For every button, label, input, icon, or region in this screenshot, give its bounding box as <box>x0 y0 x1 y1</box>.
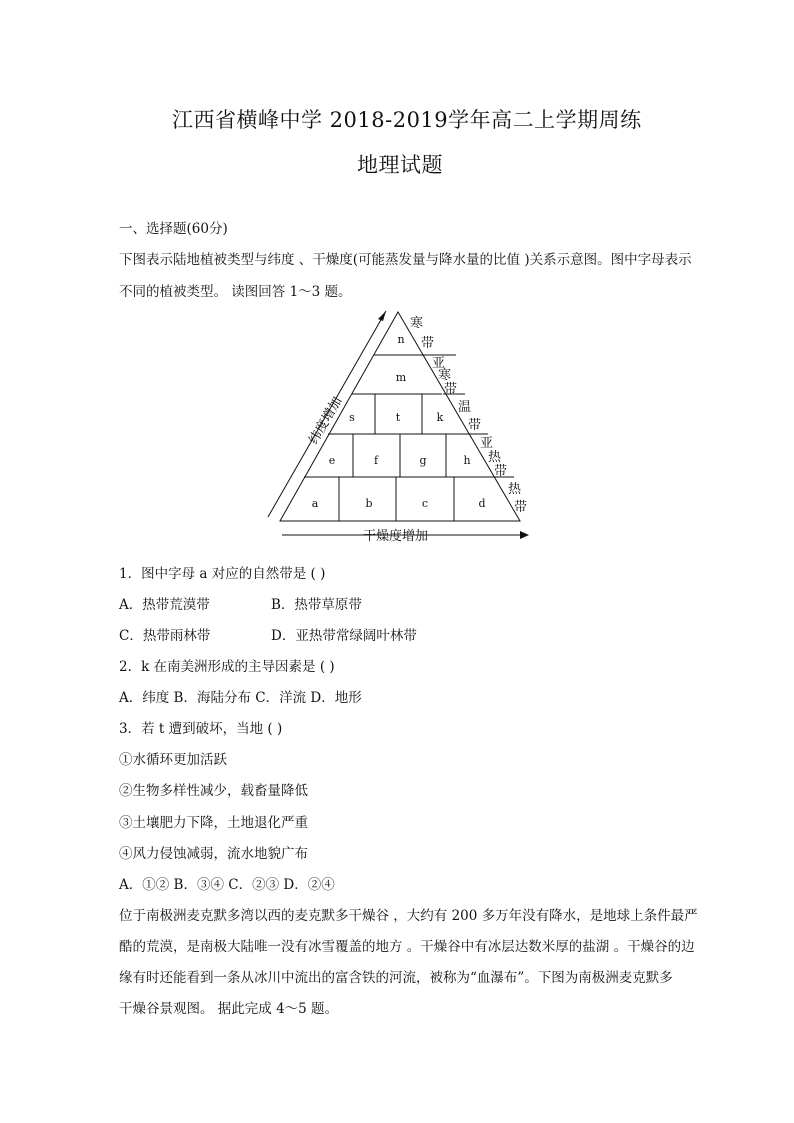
zone-temperate-2: 带 <box>468 418 482 433</box>
question-1-stem: 1．图中字母 a 对应的自然带是 ( ) <box>119 566 326 582</box>
question-2-options: A．纬度 B．海陆分布 C．洋流 D．地形 <box>119 690 362 706</box>
question-2-stem: 2．k 在南美洲形成的主导因素是 ( ) <box>119 659 335 675</box>
latitude-arrow-head <box>378 311 386 321</box>
question-1-option-b: B．热带草原带 <box>271 597 362 613</box>
cell-k: k <box>436 411 444 424</box>
cell-b: b <box>365 497 373 510</box>
question-1-option-d: D．亚热带常绿阔叶林带 <box>271 628 417 644</box>
vegetation-latitude-aridity-diagram <box>258 305 538 545</box>
zone-subtropical-1: 亚 <box>480 436 494 451</box>
page-title: 江西省横峰中学 2018-2019学年高二上学期周练 <box>172 108 642 132</box>
intro-line-2: 不同的植被类型。 读图回答 1～3 题。 <box>119 284 352 300</box>
passage-line-2: 酷的荒漠，是南极大陆唯一没有冰雪覆盖的地方 。干燥谷中有冰层达数米厚的盐湖 。干燥谷的边 <box>119 939 695 955</box>
question-3-options: A．①② B．③④ C．②③ D．②④ <box>119 877 335 893</box>
cell-s: s <box>349 411 355 424</box>
zone-subcold-2: 寒 <box>438 368 452 383</box>
cell-g: g <box>419 454 427 467</box>
intro-line-1: 下图表示陆地植被类型与纬度 、干燥度(可能蒸发量与降水量的比值 )关系示意图。图中字母表示 <box>119 252 692 268</box>
question-3-item-1: ①水循环更加活跃 <box>119 752 227 768</box>
aridity-axis-label: 干燥度增加 <box>363 529 429 544</box>
question-3-item-4: ④风力侵蚀减弱，流水地貌广布 <box>119 846 308 862</box>
cell-t: t <box>395 411 401 424</box>
zone-subtropical-2: 热 <box>488 450 502 465</box>
zone-cold-1: 寒 <box>410 316 424 331</box>
cell-d: d <box>478 497 486 510</box>
cell-h: h <box>463 454 471 467</box>
zone-tropical-2: 带 <box>514 500 528 515</box>
page-subtitle: 地理试题 <box>357 153 443 177</box>
cell-m: m <box>395 371 407 384</box>
cell-e: e <box>328 454 336 467</box>
zone-tropical-1: 热 <box>508 482 522 497</box>
zone-subtropical-3: 带 <box>494 464 508 479</box>
question-1-option-c: C．热带雨林带 <box>119 628 211 644</box>
cell-c: c <box>421 497 429 510</box>
cell-n: n <box>397 333 405 346</box>
zone-cold-2: 带 <box>421 336 435 351</box>
passage-line-3: 缘有时还能看到一条从冰川中流出的富含铁的河流，被称为“血瀑布”。下图为南极洲麦克默多 <box>119 970 673 986</box>
question-3-item-2: ②生物多样性减少，载畜量降低 <box>119 783 308 799</box>
question-1-option-a: A．热带荒漠带 <box>119 597 210 613</box>
zone-subcold-1: 亚 <box>432 356 446 371</box>
zone-subcold-3: 带 <box>444 382 458 397</box>
section-heading: 一、选择题(60分) <box>119 221 228 237</box>
passage-line-1: 位于南极洲麦克默多湾以西的麦克默多干燥谷 ，大约有 200 多万年没有降水，是地球上条件最严 <box>119 908 698 924</box>
aridity-arrow-head <box>520 531 529 539</box>
zone-temperate-1: 温 <box>458 400 472 415</box>
question-3-item-3: ③土壤肥力下降，土地退化严重 <box>119 815 308 831</box>
cell-f: f <box>373 454 379 467</box>
question-3-stem: 3．若 t 遭到破坏，当地 ( ) <box>119 721 283 737</box>
passage-line-4: 干燥谷景观图。 据此完成 4～5 题。 <box>119 1001 339 1017</box>
cell-a: a <box>311 497 319 510</box>
latitude-axis-label: 纬度增加 <box>306 394 346 447</box>
